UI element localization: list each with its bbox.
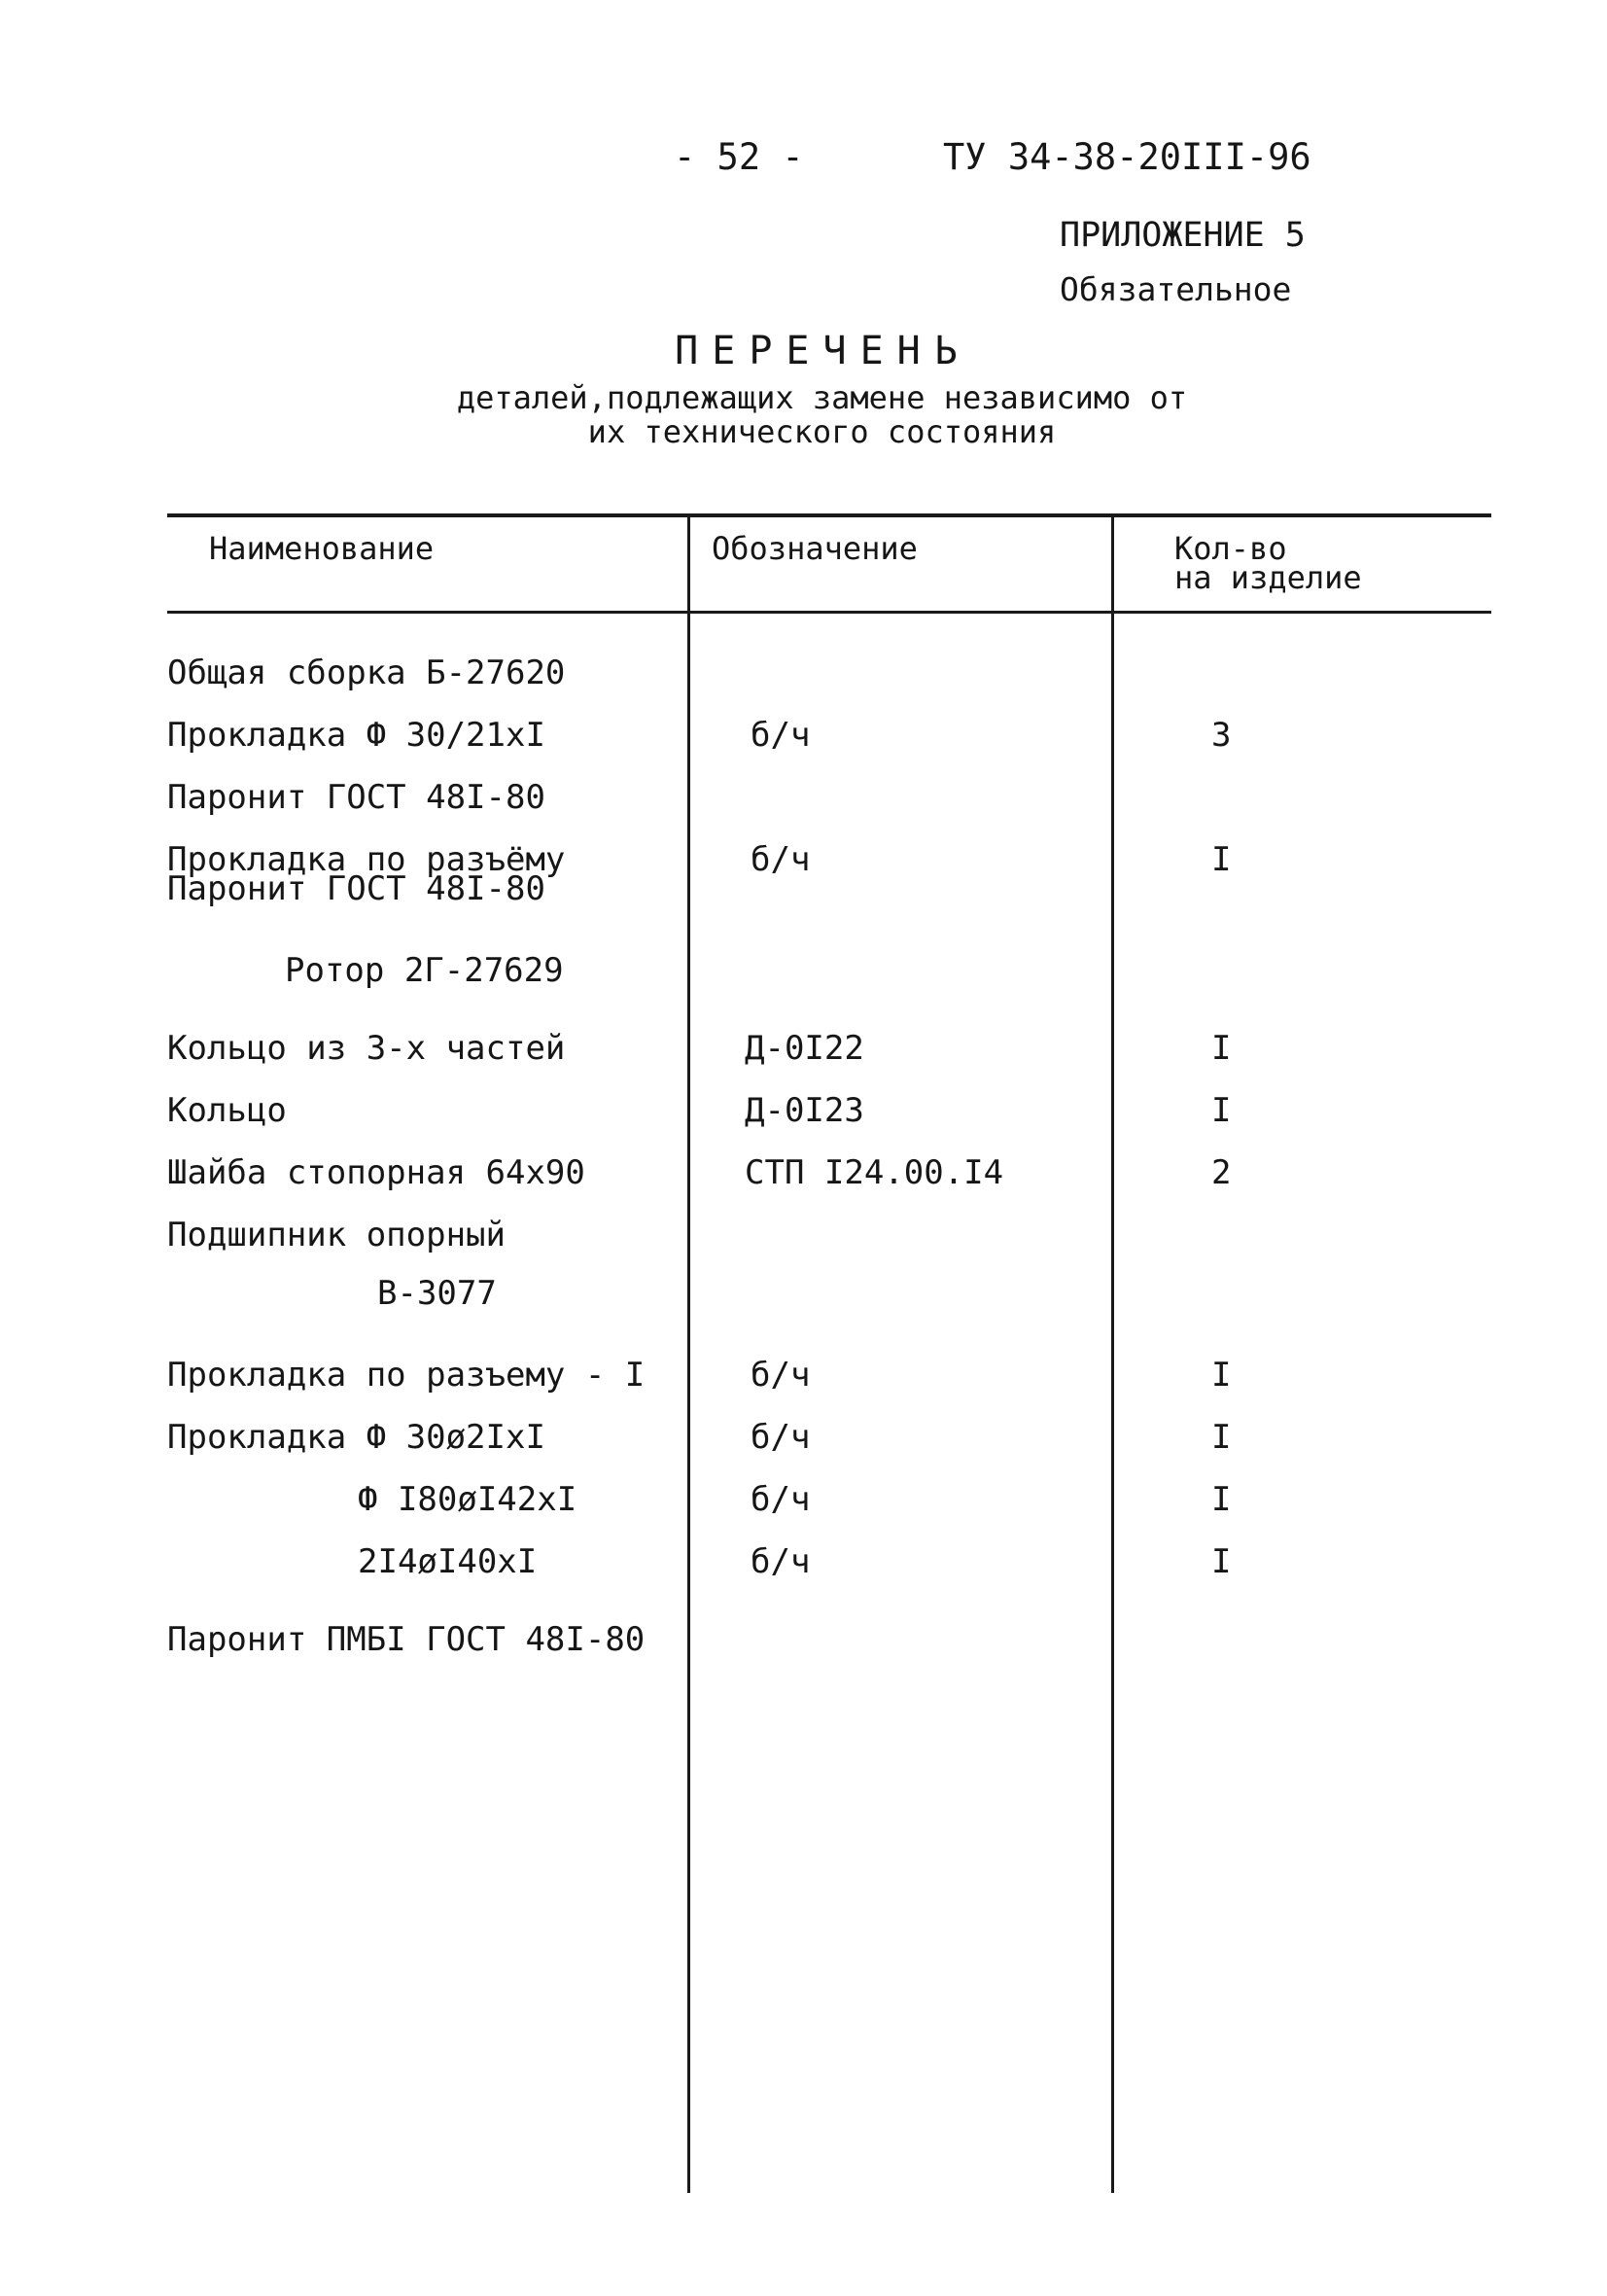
cell-name: Общая сборка Б-27620: [167, 653, 566, 692]
cell-qty: I: [1211, 1480, 1232, 1519]
appendix-label: ПРИЛОЖЕНИЕ 5: [1060, 216, 1306, 255]
column-divider-1: [687, 515, 690, 2193]
table-top-rule: [167, 513, 1491, 517]
column-header-qty: Кол-во: [1174, 530, 1287, 567]
cell-qty: I: [1211, 1418, 1232, 1457]
cell-qty: I: [1211, 1542, 1232, 1581]
page-number: - 52 -: [674, 136, 804, 178]
cell-name: Кольцо из 3-х частей: [167, 1029, 566, 1068]
cell-designation: б/ч: [751, 1356, 811, 1395]
column-header-qty-sub: на изделие: [1174, 559, 1362, 596]
subtitle-line-1: деталей,подлежащих замене независимо от: [456, 379, 1188, 416]
document-code: ТУ 34-38-20III-96: [943, 136, 1311, 178]
cell-qty: I: [1211, 840, 1232, 879]
cell-name: Прокладка по разъему - I: [167, 1356, 646, 1395]
cell-name: Прокладка Ф 30/21xI: [167, 716, 545, 755]
cell-designation: б/ч: [751, 840, 811, 879]
cell-qty: 2: [1211, 1153, 1232, 1192]
cell-name: Паронит ГОСТ 48I-80: [167, 778, 545, 817]
subtitle-line-2: их технического состояния: [587, 413, 1057, 450]
cell-name: Шайба стопорная 64х90: [167, 1153, 585, 1192]
cell-name: Прокладка Ф 30ø2IxI: [167, 1418, 545, 1457]
column-header-designation: Обозначение: [712, 530, 918, 567]
cell-name: Ротор 2Г-27629: [285, 951, 564, 990]
appendix-status: Обязательное: [1060, 270, 1292, 308]
cell-designation: б/ч: [751, 1480, 811, 1519]
cell-designation: б/ч: [751, 1418, 811, 1457]
cell-name: Паронит ПМБI ГОСТ 48I-80: [167, 1620, 646, 1659]
cell-designation: Д-0I22: [745, 1029, 864, 1068]
cell-qty: I: [1211, 1356, 1232, 1395]
column-header-name: Наименование: [209, 530, 435, 567]
cell-name: Ф I80øI42xI: [358, 1480, 577, 1519]
cell-designation: б/ч: [751, 1542, 811, 1581]
column-divider-2: [1111, 515, 1114, 2193]
cell-designation: СТП I24.00.I4: [745, 1153, 1004, 1192]
cell-designation: Д-0I23: [745, 1091, 864, 1130]
cell-qty: 3: [1211, 716, 1232, 755]
cell-name-line2: Паронит ГОСТ 48I-80: [167, 869, 545, 908]
cell-name: 2I4øI40xI: [358, 1542, 538, 1581]
cell-name: В-3077: [377, 1274, 497, 1313]
cell-designation: б/ч: [751, 716, 811, 755]
table-header-rule: [167, 611, 1491, 614]
cell-name: Прокладка по разъёму: [167, 840, 566, 879]
cell-qty: I: [1211, 1091, 1232, 1130]
page-title: ПЕРЕЧЕНЬ: [675, 329, 971, 373]
cell-qty: I: [1211, 1029, 1232, 1068]
cell-name: Подшипник опорный: [167, 1216, 506, 1254]
cell-name: Кольцо: [167, 1091, 287, 1130]
